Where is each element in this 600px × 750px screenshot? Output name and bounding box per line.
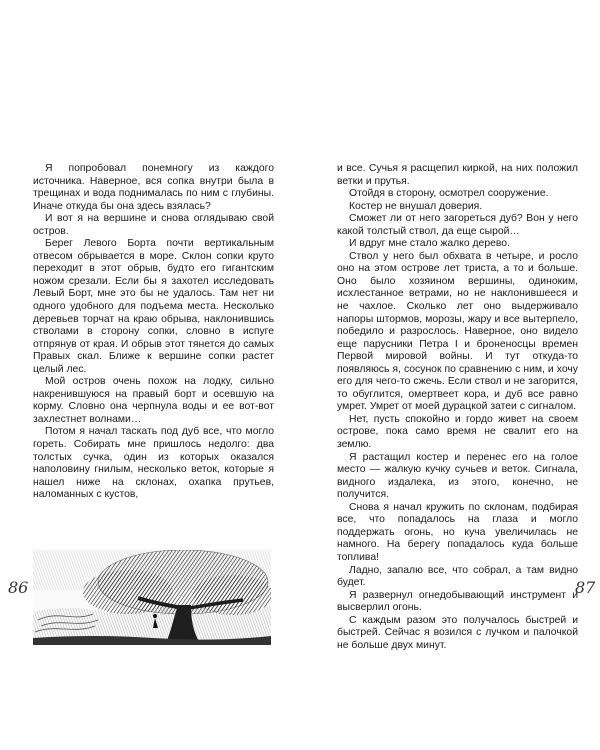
oak-tree-illustration (33, 550, 271, 645)
left-page-text (33, 163, 274, 502)
page-number-right: 87 (575, 578, 596, 597)
paragraph: Я растащил костер и перенес его на голое место — жалкую кучку сучьев и веток. Сигнала, видного издалека, из этого, конечно, не получится. (337, 451, 578, 501)
paragraph: Ладно, запалю все, что собрал, а там видно будет. (337, 564, 578, 589)
paragraph: Нет, пусть спокойно и гордо живет на своем острове, пока само время не свалит его на землю. (337, 413, 578, 451)
paragraph: Мой остров очень похож на лодку, сильно накренившуюся на правый борт и осевшую на корму. Словно она черпнула воды и ее вот-вот захлестнет волнами… (33, 376, 274, 425)
paragraph: Ствол у него был обхвата в четыре, и росло оно на этом острове лет триста, а то и больше. Оно было хозяином вершины, одиноким, исхлестанное ветрами, но не наклонившееся и не чахлое. Сколько лет оно выдерживало напоры штормов, морозы, жару и все вытерпело, победило и разрослось. Наверное, оно видело еще парусники Петра I и броненосцы времен Первой мировой войны. И тут откуда-то появляюсь я, сосунок по сравнению с ним, и хочу его для чего-то сжечь. Если ствол и не загорится, то обуглится, омертвеет кора, и дуб все равно умрет. Умрет от моей дурацкой затеи с сигналом. (337, 250, 578, 413)
paragraph: Потом я начал таскать под дуб все, что могло гореть. Собирать мне пришлось недолго: два толстых сучка, один из которых оказался наполовину гнилым, несколько веток, которые я нашел ниже на склонах, охапка прутьев, наломанных с кустов, (33, 426, 274, 501)
paragraph: Берег Левого Борта почти вертикальным отвесом обрывается в море. Склон сопки круто переходит в этот обрыв, будто его гигантским ножом срезали. Если бы я захотел исследовать Левый Борт, мне это бы не удалось. Там нет ни одного удобного для подъема места. Несколько деревьев торчат на краю обрыва, наклонившись стволами в сторону сопки, словно в испуге отпрянув от края. И обрыв этот тянется до самых Правых скал. Ближе к вершине сопки растет целый лес. (33, 238, 274, 375)
paragraph: Сможет ли от него загореться дуб? Вон у него какой толстый ствол, да еще сырой… (337, 213, 578, 237)
paragraph: Я развернул огнедобывающий инструмент и высверлил огонь. (337, 589, 578, 614)
paragraph: Снова я начал кружить по склонам, подбирая все, что попадалось на глаза и могло поддержать огонь, но куча увеличилась не намного. На берегу попадалось куда больше топлива! (337, 501, 578, 563)
page-number-left: 86 (8, 578, 29, 597)
paragraph: Костер не внушал доверия. (349, 200, 483, 212)
paragraph: и все. Сучья я расщепил киркой, на них положил ветки и прутья. (337, 163, 578, 187)
tree-engraving-image (33, 550, 271, 645)
paragraph: И вот я на вершине и снова оглядываю свой остров. (33, 213, 274, 237)
paragraph: И вдруг мне стало жалко дерево. (349, 238, 510, 250)
paragraph: С каждым разом это получалось быстрей и быстрей. Сейчас я возился с лучком и палочкой не больше двух минут. (337, 614, 578, 651)
paragraph: Отойдя в сторону, осмотрел сооружение. (349, 188, 549, 200)
paragraph: Я попробовал понемногу из каждого источника. Наверное, вся сопка внутри была в трещинах и вода поднималась по ним с глубины. Иначе откуда бы она здесь взялась? (33, 163, 274, 212)
right-page-text (337, 163, 578, 652)
